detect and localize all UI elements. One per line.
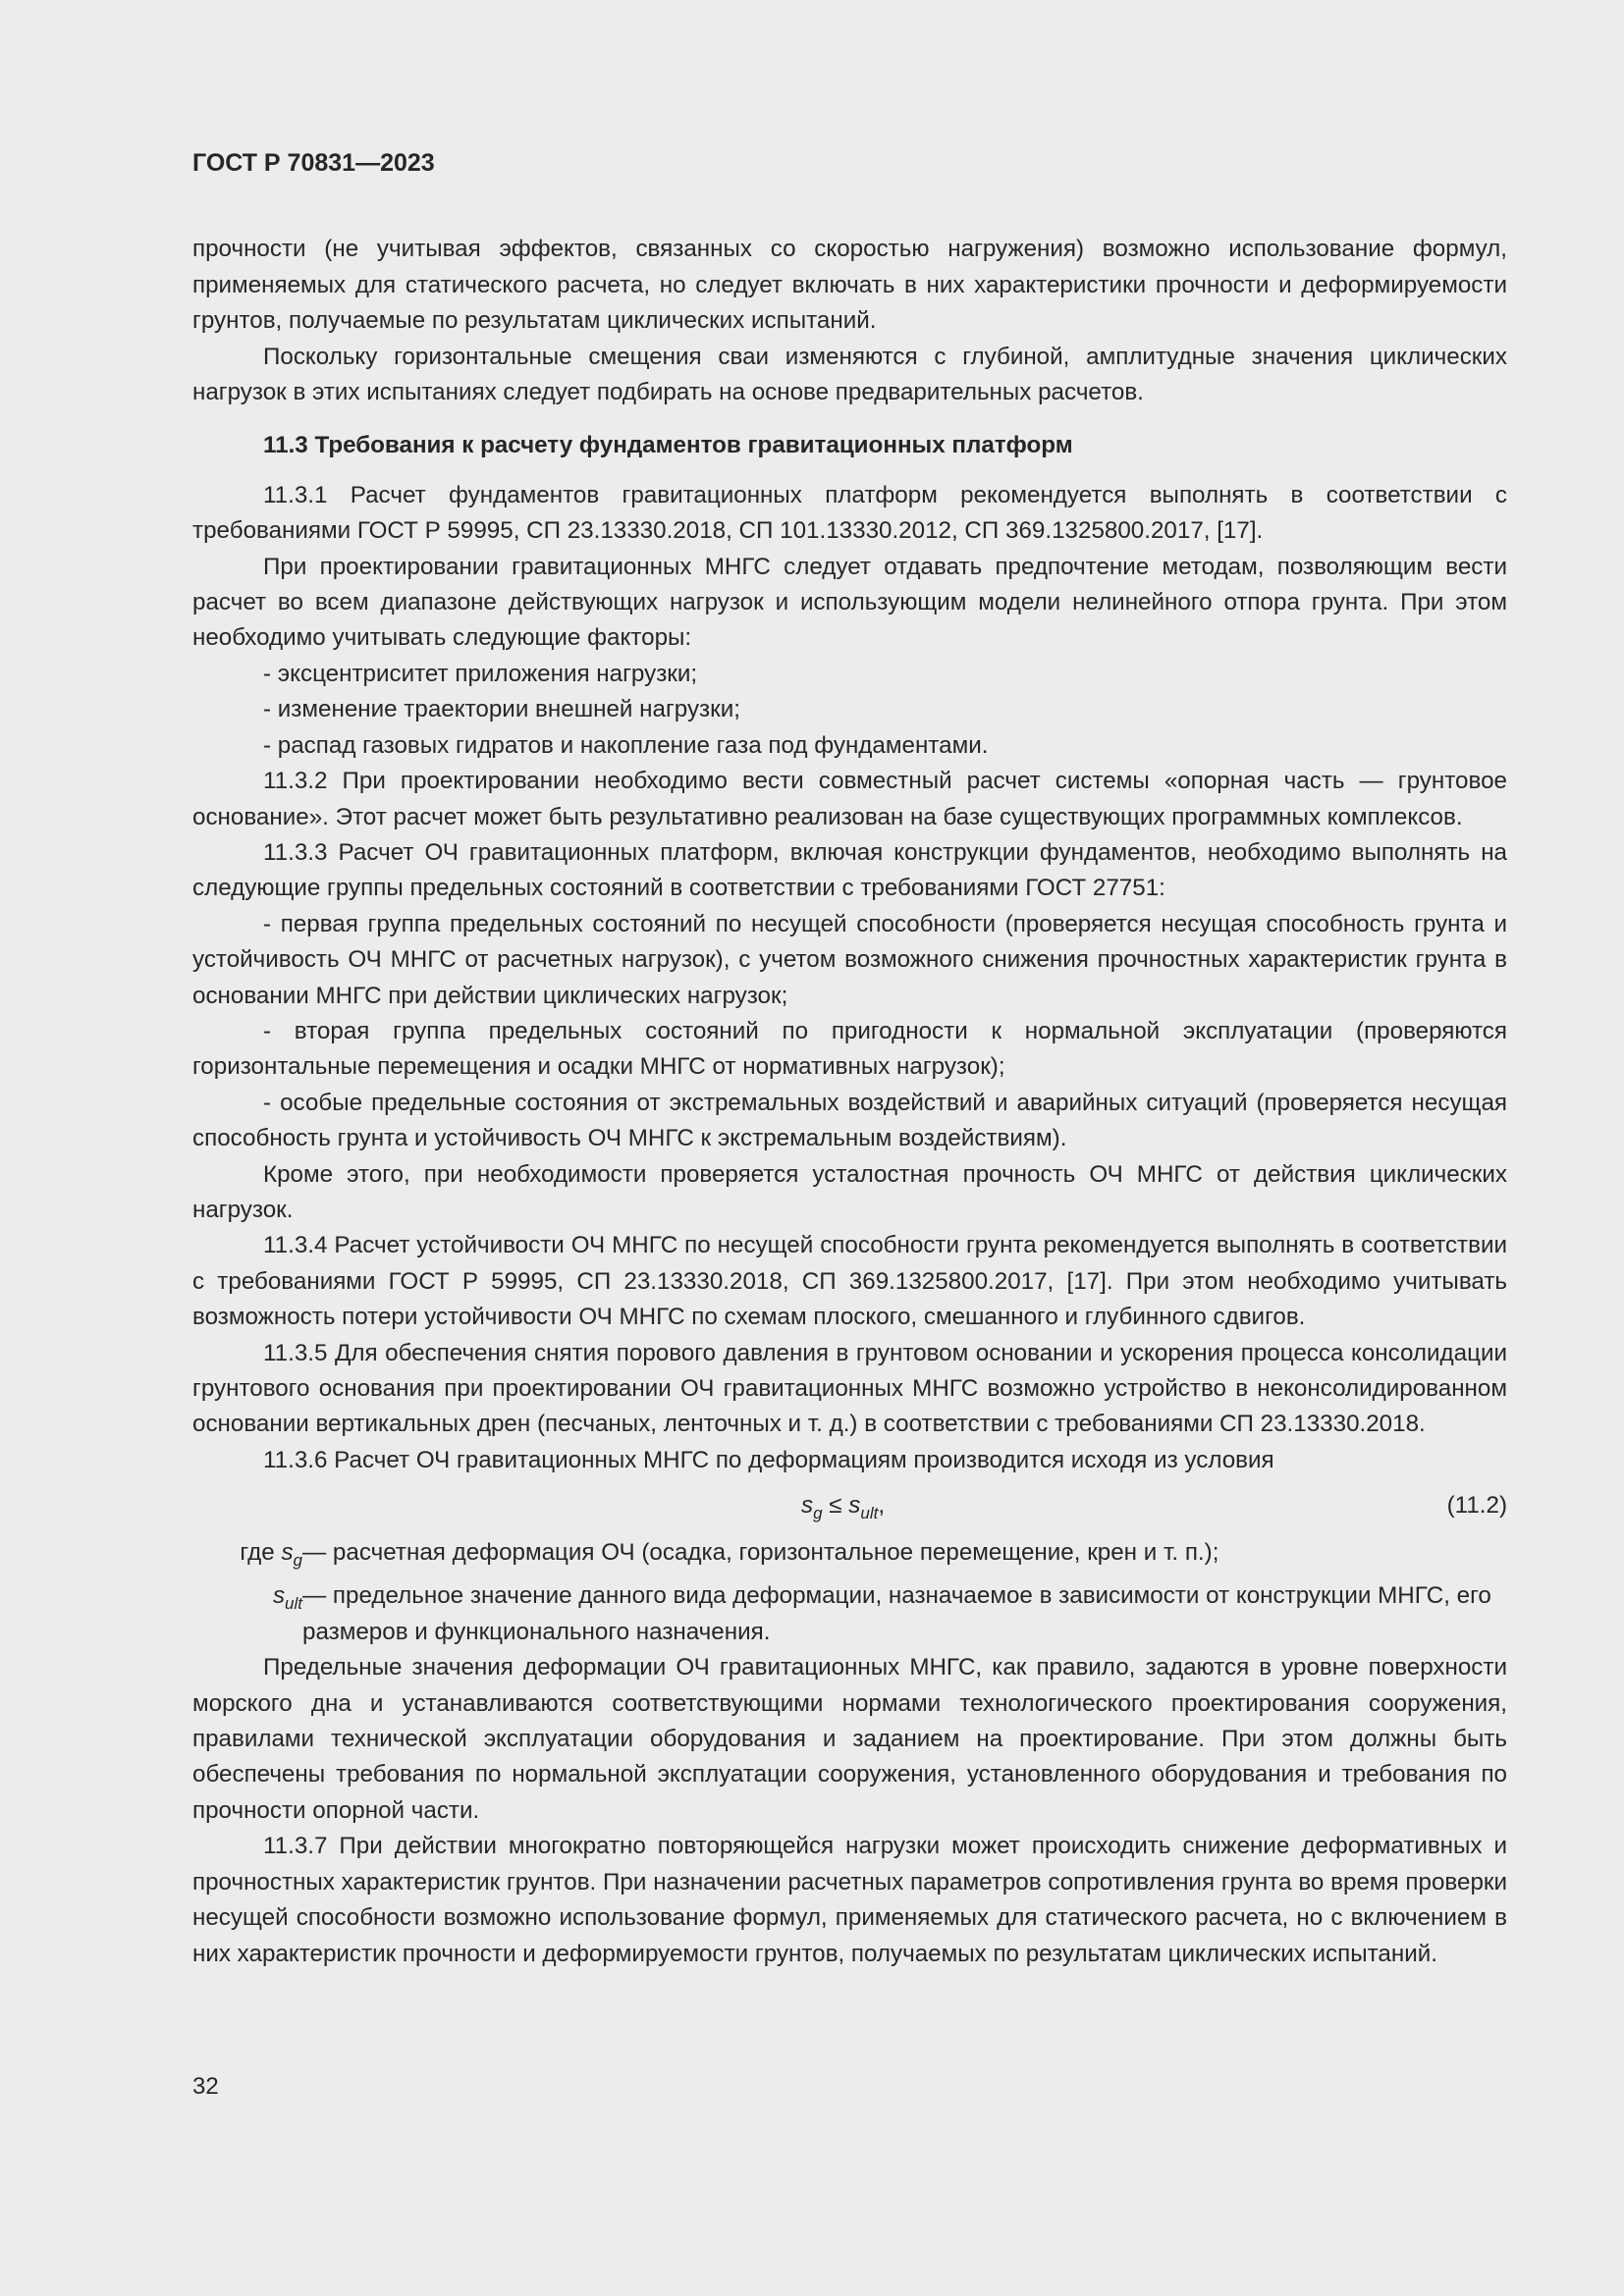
page-number: 32	[192, 2073, 219, 2100]
legend-row-sg	[192, 1535, 1507, 1578]
list-item-group: - первая группа предельных состояний по несущей способности (проверяется несущая способность грунта и устойчивость ОЧ МНГС от расчетных нагрузок), с учетом возможного снижения прочностных характеристик грунта в основании МНГС при действии циклических нагрузок;	[192, 910, 1507, 1009]
paragraph-11-3-2: 11.3.2 При проектировании необходимо вести совместный расчет системы «опорная часть — грунтовое основание». Этот расчет может быть результативно реализован на базе существующих программных комплексов.	[192, 768, 1507, 830]
paragraph-11-3-5: 11.3.5 Для обеспечения снятия порового давления в грунтовом основании и ускорения процесса консолидации грунтового основания при проектировании ОЧ гравитационных МНГС возможно устройство в неконсолидированном основании вертикальных дрен (песчаных, ленточных и т. д.) в соответствии с требованиями СП 23.13330.2018.	[192, 1339, 1507, 1438]
legend-definition: — предельное значение данного вида деформации, назначаемое в зависимости от конструкции МНГС, его размеров и функционального назначения.	[302, 1582, 1491, 1645]
legend-row-sult	[192, 1578, 1507, 1650]
paragraph-11-3-6: 11.3.6 Расчет ОЧ гравитационных МНГС по деформациям производится исходя из условия	[263, 1446, 1274, 1473]
paragraph-11-3-4: 11.3.4 Расчет устойчивости ОЧ МНГС по несущей способности грунта рекомендуется выполнять в соответствии с требованиями ГОСТ Р 59995, СП 23.13330.2018, СП 369.1325800.2017, [17]. При этом необходимо учитывать возможность потери устойчивости ОЧ МНГС по схемам плоского, смешанного и глубинного сдвигов.	[192, 1232, 1507, 1331]
paragraph-11-3-7: 11.3.7 При действии многократно повторяющейся нагрузки может происходить снижение деформативных и прочностных характеристик грунтов. При назначении расчетных параметров сопротивления грунта во время проверки несущей способности возможно использование формул, применяемых для статического расчета, но с включением в них характеристик прочности и деформируемости грунтов, получаемых по результатам циклических испытаний.	[192, 1833, 1507, 1967]
paragraph-design: При проектировании гравитационных МНГС следует отдавать предпочтение методам, позволяющим вести расчет во всем диапазоне действующих нагрузок и использующим модели нелинейного отпора грунта. При этом необходимо учитывать следующие факторы:	[192, 553, 1507, 652]
legend-symbol: где $s_g$	[240, 1539, 302, 1571]
paragraph-fatigue: Кроме этого, при необходимости проверяется усталостная прочность ОЧ МНГС от действия циклических нагрузок.	[192, 1160, 1507, 1223]
formula-legend	[192, 1535, 1507, 1650]
paragraph-limits: Предельные значения деформации ОЧ гравитационных МНГС, как правило, задаются в уровне поверхности морского дна и устанавливаются соответствующими нормами технологического проектирования сооружения, правилами технической эксплуатации оборудования и заданием на проектирование. При этом должны быть обеспечены требования по нормальной эксплуатации сооружения, установленного оборудования и требования по прочности опорной части.	[192, 1654, 1507, 1824]
list-item-group: - вторая группа предельных состояний по пригодности к нормальной эксплуатации (проверяются горизонтальные перемещения и осадки МНГС от нормативных нагрузок);	[192, 1017, 1507, 1081]
paragraph-11-3-3: 11.3.3 Расчет ОЧ гравитационных платформ, включая конструкции фундаментов, необходимо выполнять на следующие группы предельных состояний в соответствии с требованиями ГОСТ 27751:	[192, 838, 1507, 902]
formula-number: (11.2)	[1446, 1492, 1507, 1520]
paragraph-11-3-1: 11.3.1 Расчет фундаментов гравитационных платформ рекомендуется выполнять в соответствии с требованиями ГОСТ Р 59995, СП 23.13330.2018, СП 101.13330.2012, СП 369.1325800.2017, [17].	[192, 481, 1507, 545]
list-item-factor: - распад газовых гидратов и накопление газа под фундаментами.	[263, 731, 989, 759]
legend-symbol: $s_{ult}$	[272, 1582, 302, 1614]
list-item-factor: - эксцентриситет приложения нагрузки;	[263, 660, 698, 687]
section-heading: 11.3 Требования к расчету фундаментов гравитационных платформ	[263, 432, 1073, 459]
list-item-group: - особые предельные состояния от экстремальных воздействий и аварийных ситуаций (проверяется несущая способность грунта и устойчивость ОЧ МНГС к экстремальным воздействиям).	[192, 1089, 1507, 1152]
formula-expression: $s_g \le s_{ult}$,	[801, 1492, 886, 1523]
paragraph-intro-1: прочности (не учитывая эффектов, связанных со скоростью нагружения) возможно использование формул, применяемых для статического расчета, но следует включать в них характеристики прочности и деформируемости грунтов, получаемые по результатам циклических испытаний.	[192, 236, 1507, 335]
paragraph-intro-2: Поскольку горизонтальные смещения сваи изменяются с глубиной, амплитудные значения циклических нагрузок в этих испытаниях следует подбирать на основе предварительных расчетов.	[192, 343, 1507, 406]
page-content	[192, 145, 1507, 1972]
list-item-factor: - изменение траектории внешней нагрузки;	[263, 696, 740, 723]
document-header: ГОСТ Р 70831—2023	[192, 149, 435, 177]
formula-11-2	[192, 1484, 1507, 1535]
legend-definition: — расчетная деформация ОЧ (осадка, горизонтальное перемещение, крен и т. п.);	[302, 1539, 1219, 1567]
